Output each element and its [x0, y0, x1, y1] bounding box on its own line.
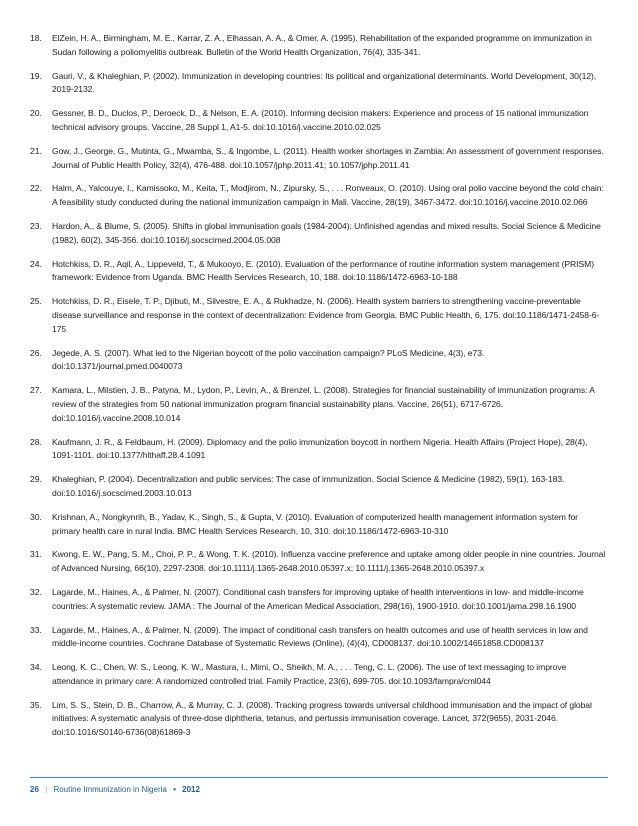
reference-item: [30, 624, 608, 652]
reference-item: [30, 220, 608, 248]
reference-item: [30, 699, 608, 740]
reference-text: Kwong, E. W., Pang, S. M., Choi, P. P., & Wong, T. K. (2010). Influenza vaccine preference and uptake among older people in nine countries. Journal of Advanced Nursing, 66(10), 2297-2308. doi:10.1111/j.1365-2648.2010.05397.x; 10.1111/j.1365-2648.2010.05397.x: [52, 549, 606, 574]
reference-number: 18.: [30, 33, 42, 43]
reference-number: 29.: [30, 474, 42, 485]
reference-item: [30, 511, 608, 539]
reference-text: Khaleghian, P. (2004). Decentralization and public services: The case of immunization. Social Science & Medicine (1982), 59(1), 163-183. doi:10.1016/j.socscimed.2003.10.013: [52, 474, 565, 498]
reference-text: Kaufmann, J. R., & Feldbaum, H. (2009). Diplomacy and the polio immunization boycott in northern Nigeria. Health Affairs (Project Hope), 28(4), 1091-1101. doi:10.1377/hlthaff.28.4.1091: [52, 436, 588, 461]
publication-title: Routine Immunization in Nigeria: [53, 785, 167, 794]
reference-text: Lim, S. S., Stein, D. B., Charrow, A., & Murray, C. J. (2008). Tracking progress towards universal childhood immunisation and the impact of global initiatives: A systematic analysis of three-dose diphtheria, tetanus, and pertussis immunisation coverage. Lancet, 372(9655), 2031-2046. doi:10.1016/S0140-6736(08)61869-3: [52, 699, 592, 738]
reference-number: 27.: [30, 385, 42, 396]
footer-bullet: •: [173, 785, 176, 794]
reference-item: [30, 295, 608, 336]
reference-text: Halm, A., Yalcouye, I., Kamissoko, M., Keita, T., Modjirom, N., Zipursky, S., . . . Ronveaux, O. (2010). Using oral polio vaccine beyond the cold chain: A feasibility study conducted during the national immunization campaign in Mali. Vaccine, 28(19), 3467-3472. doi:10.1016/j.vaccine.2010.02.066: [52, 183, 604, 208]
reference-text: Gauri, V., & Khaleghian, P. (2002). Immunization in developing countries: Its political and organizational determinants. World Development, 30(12), 2019-2132.: [52, 70, 597, 95]
reference-number: 19.: [30, 70, 42, 81]
reference-text: Hotchkiss, D. R., Aqil, A., Lippeveld, T., & Mukooyo, E. (2010). Evaluation of the performance of routine information system management (PRISM) framework: Evidence from Uganda. BMC Health Services Research, 10, 188. doi:10.1186/1472-6963-10-188: [52, 258, 594, 283]
reference-number: 33.: [30, 624, 42, 635]
reference-number: 22.: [30, 183, 42, 194]
reference-item: [30, 384, 608, 425]
reference-text: Krishnan, A., Nongkynrih, B., Yadav, K., Singh, S., & Gupta, V. (2010). Evaluation of computerized health management information system for primary health care in rural India. BMC Health Services Research, 10, 310. doi:10.1186/1472-6963-10-310: [52, 511, 578, 536]
reference-text: ElZein, H. A., Birmingham, M. E., Karrar, Z. A., Elhassan, A. A., & Omer, A. (1995). Rehabilitation of the expanded programme on immunization in Sudan following a poliomyelitis outbreak. Bulletin of the World Health Organization, 76(4), 335-341.: [52, 33, 592, 57]
reference-number: 20.: [30, 108, 42, 119]
reference-text: Lagarde, M., Haines, A., & Palmer, N. (2009). The impact of conditional cash transfers on health outcomes and use of health services in low and middle-income countries. Cochrane Database of Systematic Reviews (Online), (4)(4), CD008137. doi:10.1002/14651858.CD008137: [52, 624, 588, 649]
reference-text: Kamara, L., Milstien, J. B., Patyna, M., Lydon, P., Levin, A., & Brenzel, L. (2008). Strategies for financial sustainability of immunization programs: A review of the strategies from 50 national immunization program financial sustainability plans. Vaccine, 26(51), 6717-6726. doi:10.1016/j.vaccine.2008.10.014: [52, 385, 595, 423]
reference-item: [30, 436, 608, 464]
reference-text: Hotchkiss, D. R., Eisele, T. P., Djibuti, M., Silvestre, E. A., & Rukhadze, N. (2006). Health system barriers to strengthening vaccine-preventable disease surveillance and response in the context of decentralization: Evidence from Georgia. BMC Public Health, 6, 175. doi:10.1186/1471-2458-6-175: [52, 296, 600, 334]
reference-item: [30, 32, 608, 60]
reference-number: 31.: [30, 549, 42, 560]
reference-text: Gow, J., George, G., Mutinta, G., Mwamba, S., & Ingombe, L. (2011). Health worker shortages in Zambia: An assessment of government responses. Journal of Public Health Policy, 32(4), 476-488. doi:10.1057/jphp.2011.41; 10.1057/jphp.2011.41: [52, 145, 604, 170]
reference-number: 26.: [30, 347, 42, 358]
reference-item: [30, 548, 608, 576]
footer-separator: |: [45, 785, 48, 794]
reference-number: 34.: [30, 662, 42, 673]
reference-number: 24.: [30, 258, 42, 269]
reference-text: Lagarde, M., Haines, A., & Palmer, N. (2007). Conditional cash transfers for improving uptake of health interventions in low- and middle-income countries: A systematic review. JAMA : The Journal of the American Medical Association, 298(16), 1900-1910. doi:10.1001/jama.298.16.1900: [52, 586, 584, 611]
reference-text: Hardon, A., & Blume, S. (2005). Shifts in global immunisation goals (1984-2004): Unfinished agendas and mixed results. Social Science & Medicine (1982), 60(2), 345-356. doi:10.1016/j.socscimed.2004.05.008: [52, 220, 601, 245]
reference-item: [30, 586, 608, 614]
page-number: 26: [30, 785, 39, 794]
reference-number: 25.: [30, 296, 42, 307]
reference-number: 23.: [30, 220, 42, 231]
reference-item: [30, 182, 608, 210]
reference-list: [30, 32, 608, 750]
reference-text: Jegede, A. S. (2007). What led to the Nigerian boycott of the polio vaccination campaign? PLoS Medicine, 4(3), e73. doi:10.1371/journal.pmed.0040073: [52, 347, 485, 372]
reference-item: [30, 347, 608, 375]
reference-number: 30.: [30, 511, 42, 522]
reference-item: [30, 145, 608, 173]
reference-number: 28.: [30, 436, 42, 447]
reference-item: [30, 473, 608, 501]
reference-item: [30, 107, 608, 135]
page-footer: [30, 777, 608, 794]
reference-text: Leong, K. C., Chen, W. S., Leong, K. W., Mastura, I., Mimi, O., Sheikh, M. A., . . . Teng, C. L. (2006). The use of text messaging to improve attendance in primary care: A randomized controlled trial. Family Practice, 23(6), 699-705. doi:10.1093/fampra/cml044: [52, 662, 567, 686]
reference-number: 21.: [30, 145, 42, 156]
reference-number: 32.: [30, 586, 42, 597]
reference-item: [30, 661, 608, 689]
reference-item: [30, 258, 608, 286]
publication-year: 2012: [182, 785, 200, 794]
reference-number: 35.: [30, 699, 42, 710]
reference-item: [30, 70, 608, 98]
reference-text: Gessner, B. D., Duclos, P., Deroeck, D., & Nelson, E. A. (2010). Informing decision makers: Experience and process of 15 national immunization technical advisory groups. Vaccine, 28 Suppl 1, A1-5. doi:10.1016/j.vaccine.2010.02.025: [52, 108, 589, 132]
